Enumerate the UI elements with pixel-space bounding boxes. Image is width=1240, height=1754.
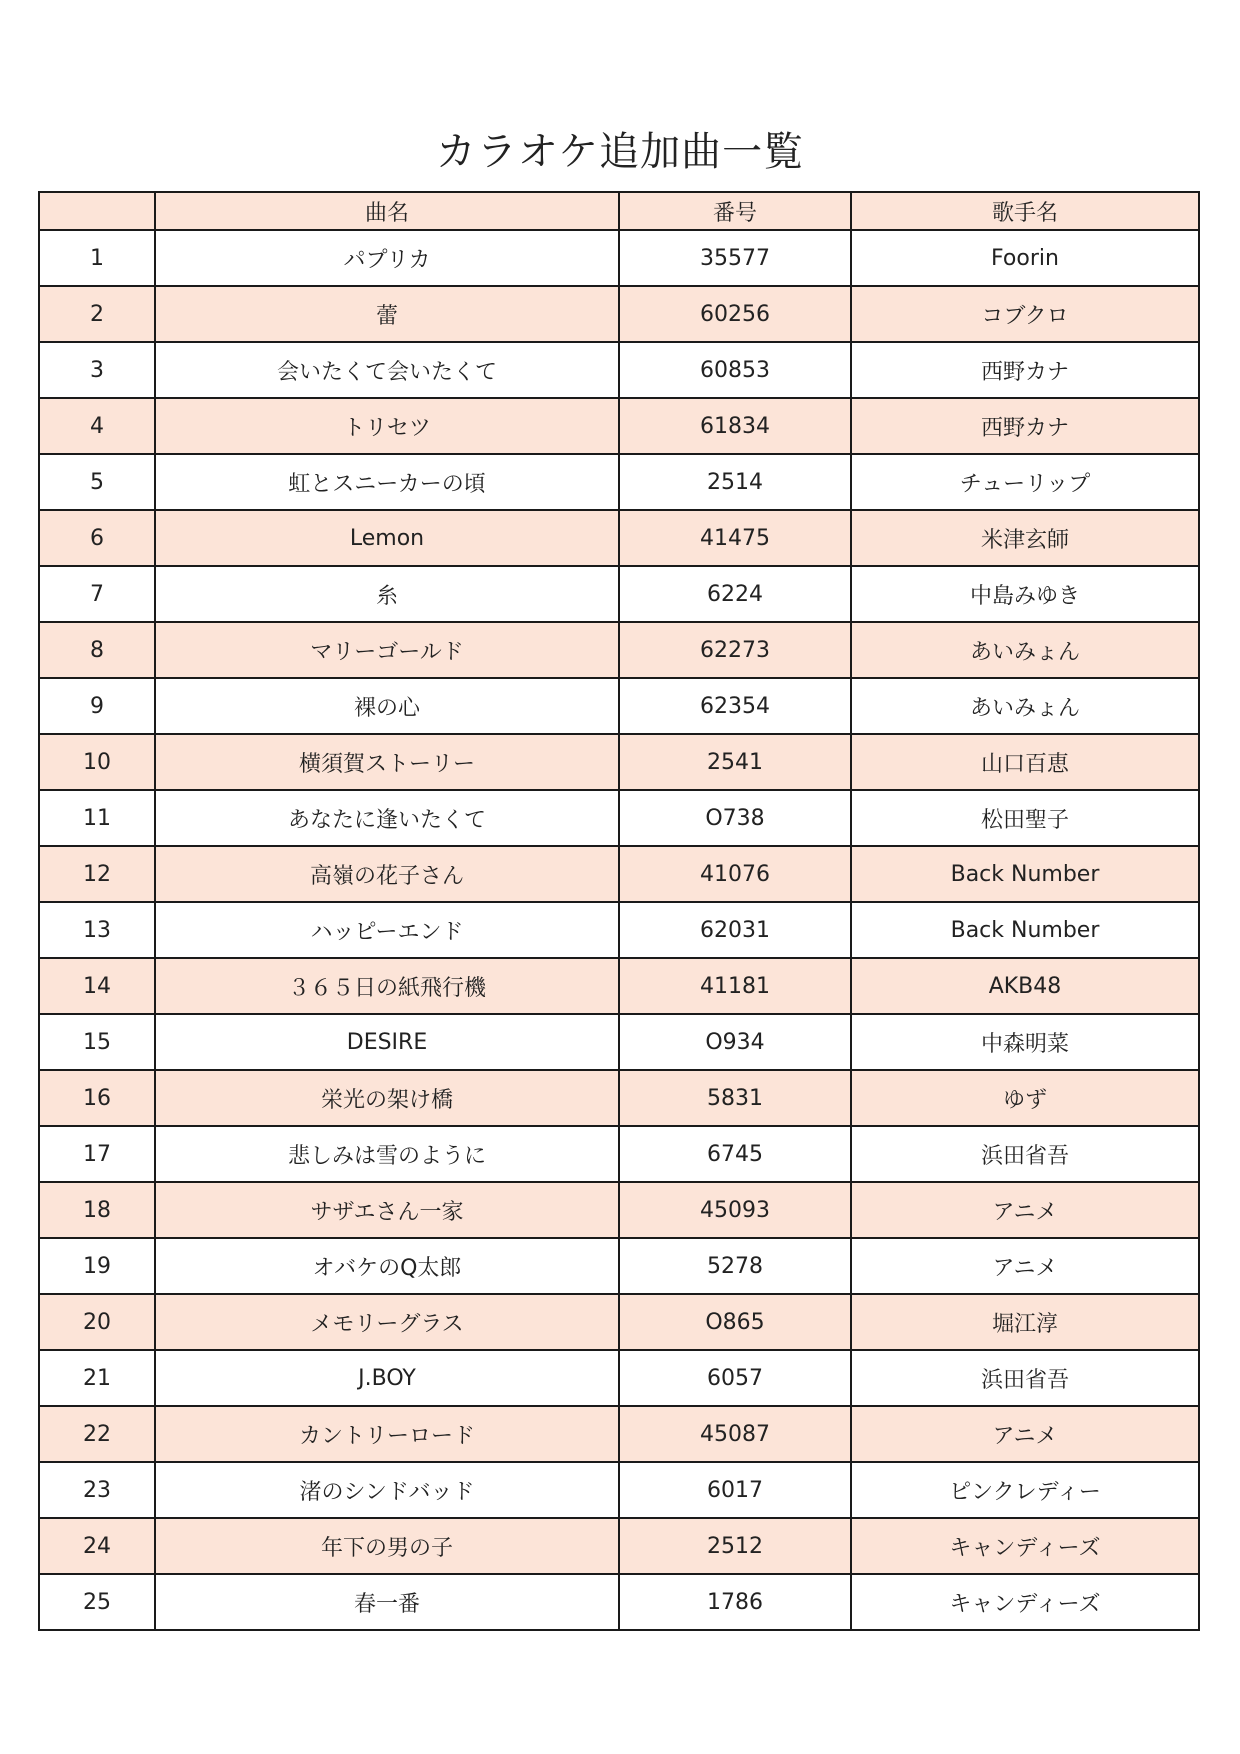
- table-row: [39, 1126, 1199, 1182]
- song-title: 虹とスニーカーの頃: [155, 454, 619, 510]
- song-title: マリーゴールド: [155, 622, 619, 678]
- table-row: [39, 902, 1199, 958]
- row-number: 19: [39, 1238, 155, 1294]
- song-code: 62273: [619, 622, 851, 678]
- row-number: 22: [39, 1406, 155, 1462]
- song-title: 高嶺の花子さん: [155, 846, 619, 902]
- table-row: [39, 958, 1199, 1014]
- table-row: [39, 622, 1199, 678]
- song-title: オバケのQ太郎: [155, 1238, 619, 1294]
- table-row: [39, 566, 1199, 622]
- artist-name: 浜田省吾: [851, 1350, 1199, 1406]
- song-title: 渚のシンドバッド: [155, 1462, 619, 1518]
- row-number: 17: [39, 1126, 155, 1182]
- table-row: [39, 1238, 1199, 1294]
- table-row: [39, 286, 1199, 342]
- row-number: 24: [39, 1518, 155, 1574]
- song-code: 5278: [619, 1238, 851, 1294]
- song-code: 41076: [619, 846, 851, 902]
- artist-name: AKB48: [851, 958, 1199, 1014]
- song-title: J.BOY: [155, 1350, 619, 1406]
- song-title: 年下の男の子: [155, 1518, 619, 1574]
- song-code: 6057: [619, 1350, 851, 1406]
- song-code: 35577: [619, 230, 851, 286]
- row-number: 3: [39, 342, 155, 398]
- row-number: 13: [39, 902, 155, 958]
- page-title: カラオケ追加曲一覧: [435, 129, 805, 175]
- row-number: 15: [39, 1014, 155, 1070]
- table-header-row: [39, 192, 1199, 230]
- header-song-title: 曲名: [155, 192, 619, 230]
- song-title: カントリーロード: [155, 1406, 619, 1462]
- song-table: [38, 191, 1200, 1631]
- row-number: 8: [39, 622, 155, 678]
- song-code: 2541: [619, 734, 851, 790]
- artist-name: 中森明菜: [851, 1014, 1199, 1070]
- artist-name: キャンディーズ: [851, 1574, 1199, 1630]
- song-title: ３６５日の紙飛行機: [155, 958, 619, 1014]
- table-row: [39, 1462, 1199, 1518]
- song-title: DESIRE: [155, 1014, 619, 1070]
- table-row: [39, 230, 1199, 286]
- table-row: [39, 398, 1199, 454]
- artist-name: キャンディーズ: [851, 1518, 1199, 1574]
- song-title: トリセツ: [155, 398, 619, 454]
- song-title: あなたに逢いたくて: [155, 790, 619, 846]
- song-code: 6017: [619, 1462, 851, 1518]
- table-row: [39, 846, 1199, 902]
- artist-name: ゆず: [851, 1070, 1199, 1126]
- header-artist: 歌手名: [851, 192, 1199, 230]
- song-code: 5831: [619, 1070, 851, 1126]
- row-number: 10: [39, 734, 155, 790]
- song-code: 45093: [619, 1182, 851, 1238]
- artist-name: Back Number: [851, 846, 1199, 902]
- row-number: 21: [39, 1350, 155, 1406]
- song-code: O738: [619, 790, 851, 846]
- header-number: [39, 192, 155, 230]
- song-code: 60256: [619, 286, 851, 342]
- row-number: 5: [39, 454, 155, 510]
- artist-name: 米津玄師: [851, 510, 1199, 566]
- artist-name: 松田聖子: [851, 790, 1199, 846]
- row-number: 11: [39, 790, 155, 846]
- row-number: 18: [39, 1182, 155, 1238]
- song-title: 裸の心: [155, 678, 619, 734]
- artist-name: あいみょん: [851, 678, 1199, 734]
- song-title: 横須賀ストーリー: [155, 734, 619, 790]
- table-row: [39, 1294, 1199, 1350]
- song-title: 悲しみは雪のように: [155, 1126, 619, 1182]
- table-row: [39, 1406, 1199, 1462]
- song-code: 62031: [619, 902, 851, 958]
- artist-name: 西野カナ: [851, 398, 1199, 454]
- row-number: 25: [39, 1574, 155, 1630]
- artist-name: コブクロ: [851, 286, 1199, 342]
- song-title: 会いたくて会いたくて: [155, 342, 619, 398]
- table-row: [39, 1518, 1199, 1574]
- row-number: 9: [39, 678, 155, 734]
- row-number: 6: [39, 510, 155, 566]
- song-code: 1786: [619, 1574, 851, 1630]
- artist-name: アニメ: [851, 1238, 1199, 1294]
- row-number: 12: [39, 846, 155, 902]
- song-code: 2514: [619, 454, 851, 510]
- header-song-code: 番号: [619, 192, 851, 230]
- artist-name: アニメ: [851, 1406, 1199, 1462]
- song-code: 62354: [619, 678, 851, 734]
- row-number: 23: [39, 1462, 155, 1518]
- row-number: 4: [39, 398, 155, 454]
- artist-name: 浜田省吾: [851, 1126, 1199, 1182]
- song-title: ハッピーエンド: [155, 902, 619, 958]
- song-code: 60853: [619, 342, 851, 398]
- artist-name: あいみょん: [851, 622, 1199, 678]
- song-code: O865: [619, 1294, 851, 1350]
- song-code: 6224: [619, 566, 851, 622]
- song-title: パプリカ: [155, 230, 619, 286]
- artist-name: チューリップ: [851, 454, 1199, 510]
- table-row: [39, 1070, 1199, 1126]
- row-number: 1: [39, 230, 155, 286]
- table-row: [39, 1182, 1199, 1238]
- artist-name: 中島みゆき: [851, 566, 1199, 622]
- song-title: サザエさん一家: [155, 1182, 619, 1238]
- row-number: 14: [39, 958, 155, 1014]
- song-title: Lemon: [155, 510, 619, 566]
- table-row: [39, 1014, 1199, 1070]
- table-row: [39, 678, 1199, 734]
- artist-name: Back Number: [851, 902, 1199, 958]
- song-code: 61834: [619, 398, 851, 454]
- song-code: O934: [619, 1014, 851, 1070]
- artist-name: Foorin: [851, 230, 1199, 286]
- artist-name: ピンクレディー: [851, 1462, 1199, 1518]
- table-row: [39, 1574, 1199, 1630]
- song-code: 6745: [619, 1126, 851, 1182]
- row-number: 2: [39, 286, 155, 342]
- song-title: 栄光の架け橋: [155, 1070, 619, 1126]
- song-title: 春一番: [155, 1574, 619, 1630]
- artist-name: 山口百恵: [851, 734, 1199, 790]
- row-number: 7: [39, 566, 155, 622]
- song-title: 糸: [155, 566, 619, 622]
- row-number: 16: [39, 1070, 155, 1126]
- artist-name: アニメ: [851, 1182, 1199, 1238]
- song-title: 蕾: [155, 286, 619, 342]
- artist-name: 西野カナ: [851, 342, 1199, 398]
- song-code: 41181: [619, 958, 851, 1014]
- table-row: [39, 454, 1199, 510]
- song-code: 41475: [619, 510, 851, 566]
- song-title: メモリーグラス: [155, 1294, 619, 1350]
- table-row: [39, 510, 1199, 566]
- song-code: 45087: [619, 1406, 851, 1462]
- table-row: [39, 342, 1199, 398]
- table-row: [39, 1350, 1199, 1406]
- table-row: [39, 734, 1199, 790]
- table-row: [39, 790, 1199, 846]
- artist-name: 堀江淳: [851, 1294, 1199, 1350]
- song-code: 2512: [619, 1518, 851, 1574]
- row-number: 20: [39, 1294, 155, 1350]
